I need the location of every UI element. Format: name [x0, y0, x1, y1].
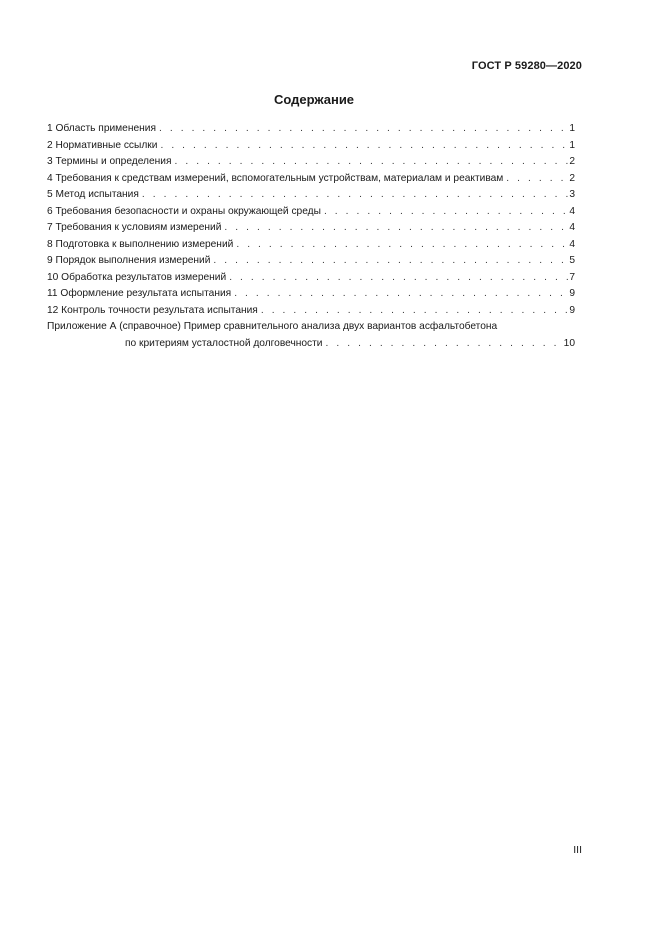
toc-entry-page: 9 — [569, 288, 575, 299]
toc-entry-label: 10 Обработка результатов измерений — [47, 271, 227, 283]
toc-entry-label: 6 Требования безопасности и охраны окружающей среды — [47, 205, 321, 217]
toc-appendix-page: 10 — [563, 337, 575, 349]
toc-entry-page: 4 — [569, 238, 575, 250]
toc-entry[interactable] — [47, 303, 575, 320]
toc-entry[interactable] — [47, 220, 575, 237]
table-of-contents — [47, 121, 575, 352]
dot-leader — [258, 303, 569, 320]
toc-entry-page: 4 — [569, 205, 575, 217]
toc-entry-label: 7 Требования к условиям измерений — [47, 222, 222, 233]
toc-entry-label: 2 Нормативные ссылки — [47, 139, 158, 151]
toc-entry-label: 8 Подготовка к выполнению измерений — [47, 238, 234, 250]
toc-entry-page: 1 — [569, 123, 575, 134]
toc-entry[interactable] — [47, 253, 575, 270]
dot-leader — [323, 336, 563, 353]
toc-entry-page: 3 — [569, 189, 575, 200]
toc-appendix-sublabel: по критериям усталостной долговечности — [125, 337, 323, 349]
toc-entry[interactable] — [47, 204, 575, 221]
dot-leader — [139, 187, 568, 204]
toc-entry-label: 12 Контроль точности результата испытания — [47, 304, 258, 316]
dot-leader — [210, 253, 568, 270]
toc-entry[interactable] — [47, 171, 575, 188]
dot-leader — [233, 237, 568, 254]
toc-entry-page: 5 — [569, 255, 575, 266]
toc-entry-page: 4 — [569, 222, 575, 233]
dot-leader — [221, 220, 568, 237]
toc-entry-page: 7 — [569, 271, 575, 283]
toc-entry-label: 5 Метод испытания — [47, 189, 139, 200]
toc-entry-label: 9 Порядок выполнения измерений — [47, 255, 211, 266]
dot-leader — [226, 270, 568, 287]
toc-entry[interactable] — [47, 154, 575, 171]
toc-entry-page: 2 — [569, 156, 575, 167]
dot-leader — [231, 286, 568, 303]
toc-entry[interactable] — [47, 138, 575, 155]
dot-leader — [171, 154, 568, 171]
dot-leader — [156, 121, 568, 138]
toc-entry-label: 4 Требования к средствам измерений, вспомогательным устройствам, материалам и реактивам — [47, 172, 504, 184]
toc-entry-label: 1 Область применения — [47, 123, 156, 134]
toc-appendix-line1[interactable] — [47, 319, 575, 336]
toc-entry[interactable] — [47, 187, 575, 204]
toc-entry[interactable] — [47, 286, 575, 303]
toc-entry[interactable] — [47, 121, 575, 138]
toc-entry-label: 11 Оформление результата испытания — [47, 288, 232, 299]
toc-entry-page: 2 — [569, 172, 575, 184]
toc-entry-page: 9 — [569, 304, 575, 316]
toc-entry-page: 1 — [569, 139, 575, 151]
page-number: III — [573, 844, 582, 856]
dot-leader — [321, 204, 568, 221]
toc-appendix-label: Приложение А (справочное) Пример сравнительного анализа двух вариантов асфальтобетона — [47, 321, 498, 332]
toc-title: Содержание — [273, 92, 355, 107]
toc-appendix-line2[interactable] — [47, 336, 575, 353]
toc-entry-label: 3 Термины и определения — [47, 156, 172, 167]
toc-entry[interactable] — [47, 237, 575, 254]
dot-leader — [157, 138, 568, 155]
standard-code: ГОСТ Р 59280—2020 — [471, 60, 582, 72]
toc-entry[interactable] — [47, 270, 575, 287]
dot-leader — [503, 171, 568, 188]
